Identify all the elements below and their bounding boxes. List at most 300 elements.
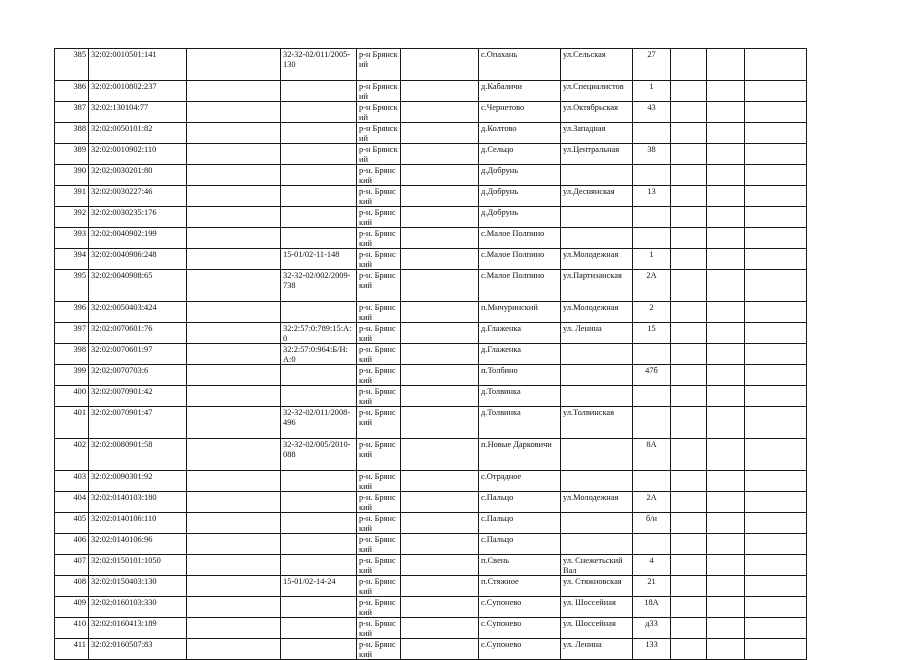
registration-number-cell	[281, 123, 357, 144]
empty-cell	[401, 270, 479, 302]
empty-cell	[671, 407, 707, 439]
empty-cell	[401, 49, 479, 81]
row-number-cell: 407	[55, 555, 89, 576]
table-row	[55, 386, 807, 407]
registration-number-cell	[281, 534, 357, 555]
street-cell: ул. Шоссейная	[561, 597, 633, 618]
row-number-cell: 399	[55, 365, 89, 386]
district-cell: р-н. Брянский	[357, 534, 401, 555]
registration-number-cell: 32-32-02/011/2008-496	[281, 407, 357, 439]
empty-cell	[745, 81, 807, 102]
table-row	[55, 365, 807, 386]
empty-cell	[671, 597, 707, 618]
empty-cell	[401, 386, 479, 407]
district-cell: р-н. Брянский	[357, 365, 401, 386]
settlement-cell: с.Малое Полпино	[479, 228, 561, 249]
registration-number-cell: 32-32-02/002/2009-738	[281, 270, 357, 302]
house-number-cell	[633, 207, 671, 228]
house-number-cell	[633, 471, 671, 492]
empty-cell	[187, 492, 281, 513]
row-number-cell: 387	[55, 102, 89, 123]
registration-number-cell	[281, 165, 357, 186]
district-cell: р-н. Брянский	[357, 439, 401, 471]
street-cell: ул. Ленина	[561, 639, 633, 660]
empty-cell	[671, 186, 707, 207]
table-row	[55, 323, 807, 344]
row-number-cell: 385	[55, 49, 89, 81]
row-number-cell: 397	[55, 323, 89, 344]
cadastral-number-cell: 32:02:0070601:97	[89, 344, 187, 365]
district-cell: р-н. Брянский	[357, 471, 401, 492]
row-number-cell: 401	[55, 407, 89, 439]
row-number-cell: 409	[55, 597, 89, 618]
district-cell: р-н Брянский	[357, 49, 401, 81]
street-cell: ул.Специалистов	[561, 81, 633, 102]
cadastral-number-cell: 32:02:0040908:65	[89, 270, 187, 302]
settlement-cell: п.Мичуринский	[479, 302, 561, 323]
empty-cell	[187, 165, 281, 186]
cadastral-number-cell: 32:02:0080901:58	[89, 439, 187, 471]
street-cell	[561, 365, 633, 386]
house-number-cell	[633, 534, 671, 555]
house-number-cell: 18А	[633, 597, 671, 618]
street-cell: ул.Толвинская	[561, 407, 633, 439]
empty-cell	[745, 302, 807, 323]
row-number-cell: 386	[55, 81, 89, 102]
empty-cell	[401, 534, 479, 555]
empty-cell	[401, 228, 479, 249]
empty-cell	[187, 555, 281, 576]
empty-cell	[671, 144, 707, 165]
empty-cell	[401, 471, 479, 492]
district-cell: р-н. Брянский	[357, 386, 401, 407]
empty-cell	[745, 534, 807, 555]
row-number-cell: 391	[55, 186, 89, 207]
cadastral-number-cell: 32:02:0150403:130	[89, 576, 187, 597]
empty-cell	[745, 407, 807, 439]
settlement-cell: д.Добрунь	[479, 207, 561, 228]
empty-cell	[671, 228, 707, 249]
district-cell: р-н. Брянский	[357, 555, 401, 576]
empty-cell	[745, 144, 807, 165]
empty-cell	[707, 534, 745, 555]
house-number-cell: 2	[633, 302, 671, 323]
row-number-cell: 400	[55, 386, 89, 407]
table-row	[55, 597, 807, 618]
empty-cell	[745, 249, 807, 270]
empty-cell	[401, 207, 479, 228]
district-cell: р-н. Брянский	[357, 407, 401, 439]
empty-cell	[745, 576, 807, 597]
empty-cell	[187, 228, 281, 249]
empty-cell	[745, 207, 807, 228]
settlement-cell: с.Опахань	[479, 49, 561, 81]
empty-cell	[401, 492, 479, 513]
district-cell: р-н Брянский	[357, 102, 401, 123]
empty-cell	[401, 249, 479, 270]
table-row	[55, 228, 807, 249]
district-cell: р-н. Брянский	[357, 228, 401, 249]
empty-cell	[707, 386, 745, 407]
district-cell: р-н. Брянский	[357, 492, 401, 513]
empty-cell	[745, 555, 807, 576]
settlement-cell: с.Пальцо	[479, 492, 561, 513]
house-number-cell: 47б	[633, 365, 671, 386]
empty-cell	[745, 165, 807, 186]
registration-number-cell	[281, 365, 357, 386]
empty-cell	[707, 365, 745, 386]
table-row	[55, 439, 807, 471]
street-cell: ул.Молодежная	[561, 302, 633, 323]
district-cell: р-н. Брянский	[357, 618, 401, 639]
house-number-cell: д33	[633, 618, 671, 639]
empty-cell	[671, 534, 707, 555]
house-number-cell: 38	[633, 144, 671, 165]
empty-cell	[187, 439, 281, 471]
empty-cell	[187, 207, 281, 228]
settlement-cell: д.Толвинка	[479, 407, 561, 439]
district-cell: р-н. Брянский	[357, 302, 401, 323]
row-number-cell: 410	[55, 618, 89, 639]
empty-cell	[187, 144, 281, 165]
settlement-cell: с.Отрадное	[479, 471, 561, 492]
empty-cell	[707, 102, 745, 123]
empty-cell	[187, 81, 281, 102]
house-number-cell: 21	[633, 576, 671, 597]
empty-cell	[707, 49, 745, 81]
empty-cell	[745, 597, 807, 618]
street-cell: ул.Западная	[561, 123, 633, 144]
table-row	[55, 555, 807, 576]
empty-cell	[401, 597, 479, 618]
table-row	[55, 102, 807, 123]
house-number-cell	[633, 123, 671, 144]
district-cell: р-н Брянский	[357, 81, 401, 102]
registration-number-cell	[281, 144, 357, 165]
row-number-cell: 406	[55, 534, 89, 555]
empty-cell	[187, 471, 281, 492]
empty-cell	[707, 186, 745, 207]
row-number-cell: 411	[55, 639, 89, 660]
settlement-cell: д.Кабаличи	[479, 81, 561, 102]
empty-cell	[707, 207, 745, 228]
registration-number-cell: 15-01/02-14-24	[281, 576, 357, 597]
street-cell: ул. Снежетьский Вал	[561, 555, 633, 576]
empty-cell	[745, 323, 807, 344]
empty-cell	[187, 49, 281, 81]
empty-cell	[187, 576, 281, 597]
table-row	[55, 81, 807, 102]
settlement-cell: с.Супонево	[479, 639, 561, 660]
empty-cell	[671, 639, 707, 660]
row-number-cell: 394	[55, 249, 89, 270]
empty-cell	[745, 102, 807, 123]
street-cell: ул. Шоссейная	[561, 618, 633, 639]
cadastral-number-cell: 32:02:0010902:110	[89, 144, 187, 165]
empty-cell	[671, 386, 707, 407]
empty-cell	[671, 439, 707, 471]
street-cell	[561, 207, 633, 228]
empty-cell	[401, 407, 479, 439]
registration-number-cell: 32:2:57:0:964:Б/Н:А:0	[281, 344, 357, 365]
empty-cell	[671, 270, 707, 302]
empty-cell	[401, 165, 479, 186]
empty-cell	[187, 534, 281, 555]
empty-cell	[707, 555, 745, 576]
row-number-cell: 404	[55, 492, 89, 513]
street-cell	[561, 439, 633, 471]
house-number-cell: 8А	[633, 439, 671, 471]
empty-cell	[707, 576, 745, 597]
table-row	[55, 270, 807, 302]
empty-cell	[187, 618, 281, 639]
street-cell: ул.Октябрьская	[561, 102, 633, 123]
empty-cell	[707, 513, 745, 534]
settlement-cell: с.Пальцо	[479, 513, 561, 534]
table-row	[55, 618, 807, 639]
cadastral-number-cell: 32:02:0050403:424	[89, 302, 187, 323]
empty-cell	[707, 302, 745, 323]
house-number-cell	[633, 344, 671, 365]
table-row	[55, 576, 807, 597]
empty-cell	[745, 386, 807, 407]
empty-cell	[671, 102, 707, 123]
cadastral-number-cell: 32:02:0090301:92	[89, 471, 187, 492]
district-cell: р-н. Брянский	[357, 323, 401, 344]
cadastral-number-cell: 32:02:130104:77	[89, 102, 187, 123]
street-cell: ул.Молодежная	[561, 249, 633, 270]
house-number-cell	[633, 165, 671, 186]
empty-cell	[707, 492, 745, 513]
empty-cell	[401, 618, 479, 639]
empty-cell	[707, 639, 745, 660]
empty-cell	[401, 513, 479, 534]
cadastral-number-cell: 32:02:0040906:248	[89, 249, 187, 270]
registration-number-cell	[281, 102, 357, 123]
empty-cell	[401, 123, 479, 144]
table-row	[55, 344, 807, 365]
street-cell	[561, 386, 633, 407]
settlement-cell: п.Новые Дарковичи	[479, 439, 561, 471]
row-number-cell: 405	[55, 513, 89, 534]
empty-cell	[745, 618, 807, 639]
row-number-cell: 396	[55, 302, 89, 323]
empty-cell	[671, 249, 707, 270]
district-cell: р-н. Брянский	[357, 597, 401, 618]
empty-cell	[187, 597, 281, 618]
empty-cell	[187, 123, 281, 144]
empty-cell	[401, 344, 479, 365]
empty-cell	[401, 439, 479, 471]
cadastral-number-cell: 32:02:0070703:6	[89, 365, 187, 386]
registration-number-cell: 32-32-02/005/2010-088	[281, 439, 357, 471]
empty-cell	[671, 618, 707, 639]
house-number-cell: 4	[633, 555, 671, 576]
table-row	[55, 123, 807, 144]
cadastral-number-cell: 32:02:0070601:76	[89, 323, 187, 344]
empty-cell	[671, 344, 707, 365]
row-number-cell: 390	[55, 165, 89, 186]
empty-cell	[187, 270, 281, 302]
empty-cell	[401, 555, 479, 576]
register-sheet	[54, 48, 807, 660]
street-cell	[561, 513, 633, 534]
empty-cell	[707, 249, 745, 270]
table-row	[55, 165, 807, 186]
row-number-cell: 389	[55, 144, 89, 165]
settlement-cell: с.Малое Полпино	[479, 249, 561, 270]
street-cell	[561, 165, 633, 186]
table-row	[55, 49, 807, 81]
empty-cell	[707, 344, 745, 365]
table-row	[55, 302, 807, 323]
settlement-cell: с.Малое Полпино	[479, 270, 561, 302]
street-cell: ул.Партизанская	[561, 270, 633, 302]
empty-cell	[745, 492, 807, 513]
cadastral-number-cell: 32:02:0070901:42	[89, 386, 187, 407]
district-cell: р-н Брянский	[357, 123, 401, 144]
cadastral-number-cell: 32:02:0010501:141	[89, 49, 187, 81]
settlement-cell: п.Стяжное	[479, 576, 561, 597]
registration-number-cell	[281, 639, 357, 660]
district-cell: р-н. Брянский	[357, 344, 401, 365]
empty-cell	[187, 186, 281, 207]
empty-cell	[707, 144, 745, 165]
empty-cell	[745, 365, 807, 386]
registration-number-cell	[281, 386, 357, 407]
row-number-cell: 408	[55, 576, 89, 597]
empty-cell	[745, 513, 807, 534]
district-cell: р-н. Брянский	[357, 207, 401, 228]
district-cell: р-н. Брянский	[357, 186, 401, 207]
registration-number-cell	[281, 81, 357, 102]
table-row	[55, 534, 807, 555]
house-number-cell: б/н	[633, 513, 671, 534]
empty-cell	[671, 365, 707, 386]
registration-number-cell	[281, 618, 357, 639]
empty-cell	[671, 323, 707, 344]
cadastral-number-cell: 32:02:0140106:110	[89, 513, 187, 534]
settlement-cell: п.Свень	[479, 555, 561, 576]
cadastral-number-cell: 32:02:0070901:47	[89, 407, 187, 439]
registration-number-cell	[281, 513, 357, 534]
house-number-cell: 133	[633, 639, 671, 660]
cadastral-number-cell: 32:02:0050101:82	[89, 123, 187, 144]
empty-cell	[187, 249, 281, 270]
street-cell: ул.Центральная	[561, 144, 633, 165]
registration-number-cell: 15-01/02-11-148	[281, 249, 357, 270]
empty-cell	[707, 228, 745, 249]
table-row	[55, 186, 807, 207]
settlement-cell: с.Супонево	[479, 597, 561, 618]
empty-cell	[707, 439, 745, 471]
settlement-cell: д.Толвинка	[479, 386, 561, 407]
cadastral-number-cell: 32:02:0030227:46	[89, 186, 187, 207]
registration-number-cell	[281, 492, 357, 513]
row-number-cell: 393	[55, 228, 89, 249]
empty-cell	[707, 165, 745, 186]
district-cell: р-н. Брянский	[357, 249, 401, 270]
empty-cell	[671, 555, 707, 576]
district-cell: р-н. Брянский	[357, 513, 401, 534]
registration-number-cell: 32:2:57:0:789:15:А:0	[281, 323, 357, 344]
street-cell: ул. Ленина	[561, 323, 633, 344]
table-row	[55, 207, 807, 228]
empty-cell	[671, 513, 707, 534]
street-cell	[561, 534, 633, 555]
empty-cell	[707, 597, 745, 618]
empty-cell	[187, 302, 281, 323]
empty-cell	[707, 270, 745, 302]
table-row	[55, 471, 807, 492]
street-cell	[561, 344, 633, 365]
empty-cell	[745, 49, 807, 81]
cadastral-number-cell: 32:02:0140103:180	[89, 492, 187, 513]
row-number-cell: 403	[55, 471, 89, 492]
registration-number-cell	[281, 186, 357, 207]
cadastral-number-cell: 32:02:0030201:80	[89, 165, 187, 186]
empty-cell	[401, 365, 479, 386]
table-body	[55, 49, 807, 660]
empty-cell	[187, 407, 281, 439]
settlement-cell: с.Пальцо	[479, 534, 561, 555]
house-number-cell: 2А	[633, 270, 671, 302]
cadastral-number-cell: 32:02:0150101:1050	[89, 555, 187, 576]
empty-cell	[187, 639, 281, 660]
settlement-cell: д.Добрунь	[479, 165, 561, 186]
street-cell	[561, 471, 633, 492]
registration-number-cell	[281, 597, 357, 618]
settlement-cell: д.Глаженка	[479, 323, 561, 344]
empty-cell	[187, 344, 281, 365]
cadastral-number-cell: 32:02:0140106:96	[89, 534, 187, 555]
settlement-cell: д.Добрунь	[479, 186, 561, 207]
empty-cell	[401, 81, 479, 102]
empty-cell	[707, 407, 745, 439]
empty-cell	[671, 471, 707, 492]
table-row	[55, 513, 807, 534]
cadastral-number-cell: 32:02:0010802:237	[89, 81, 187, 102]
settlement-cell: д.Колтово	[479, 123, 561, 144]
empty-cell	[187, 323, 281, 344]
empty-cell	[401, 302, 479, 323]
row-number-cell: 398	[55, 344, 89, 365]
registration-number-cell	[281, 471, 357, 492]
empty-cell	[187, 386, 281, 407]
empty-cell	[671, 123, 707, 144]
table-row	[55, 144, 807, 165]
empty-cell	[401, 102, 479, 123]
cadastral-number-cell: 32:02:0030235:176	[89, 207, 187, 228]
settlement-cell: д.Сельцо	[479, 144, 561, 165]
empty-cell	[671, 49, 707, 81]
cadastral-number-cell: 32:02:0040902:199	[89, 228, 187, 249]
row-number-cell: 395	[55, 270, 89, 302]
empty-cell	[187, 102, 281, 123]
table-row	[55, 407, 807, 439]
house-number-cell	[633, 228, 671, 249]
empty-cell	[671, 81, 707, 102]
settlement-cell: д.Глаженка	[479, 344, 561, 365]
table-row	[55, 492, 807, 513]
district-cell: р-н. Брянский	[357, 639, 401, 660]
empty-cell	[745, 123, 807, 144]
empty-cell	[707, 323, 745, 344]
empty-cell	[745, 344, 807, 365]
empty-cell	[671, 207, 707, 228]
empty-cell	[671, 165, 707, 186]
empty-cell	[745, 186, 807, 207]
